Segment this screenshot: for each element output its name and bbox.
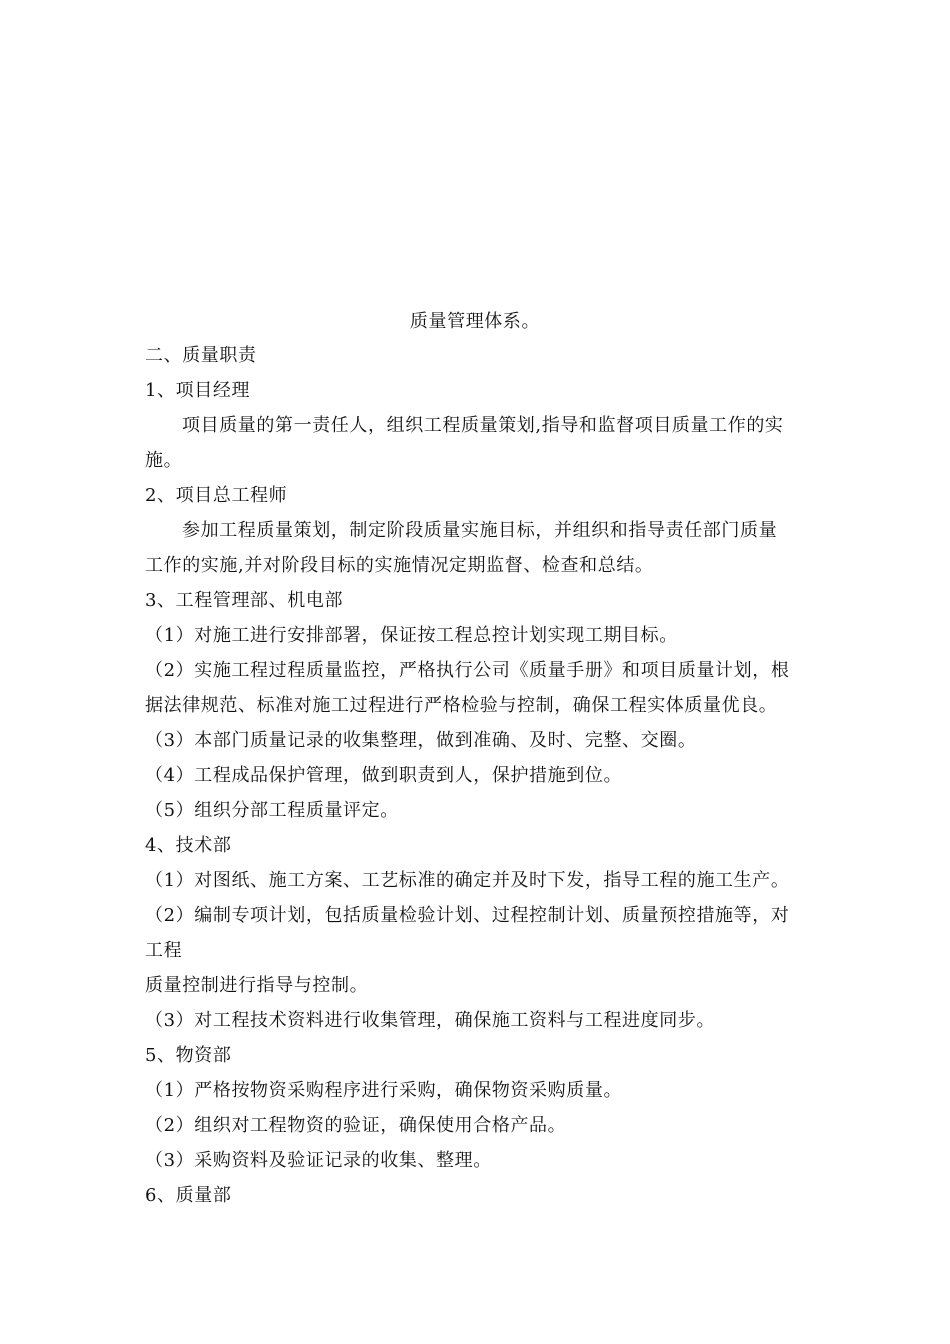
document-title-line: 质量管理体系。 bbox=[409, 311, 541, 332]
list-item: （3）本部门质量记录的收集整理，做到准确、及时、完整、交圈。 bbox=[145, 730, 697, 751]
role-heading-project-manager: 1、项目经理 bbox=[145, 380, 251, 401]
role-heading-chief-engineer: 2、项目总工程师 bbox=[145, 485, 288, 506]
list-item: （4）工程成品保护管理，做到职责到人，保护措施到位。 bbox=[145, 765, 623, 786]
list-item: （2）实施工程过程质量监控，严格执行公司《质量手册》和项目质量计划，根 bbox=[145, 660, 790, 681]
role-heading-quality-dept: 6、质量部 bbox=[145, 1185, 232, 1206]
list-item: （2）组织对工程物资的验证，确保使用合格产品。 bbox=[145, 1115, 567, 1136]
list-item-continuation: 工程 bbox=[145, 940, 183, 961]
list-item-continuation: 据法律规范、标准对施工过程进行严格检验与控制，确保工程实体质量优良。 bbox=[145, 695, 778, 716]
list-item: （1）严格按物资采购程序进行采购，确保物资采购质量。 bbox=[145, 1080, 623, 1101]
role-text-line: 工作的实施,并对阶段目标的实施情况定期监督、检查和总结。 bbox=[145, 555, 654, 576]
role-heading-materials-dept: 5、物资部 bbox=[145, 1045, 232, 1066]
role-heading-technical-dept: 4、技术部 bbox=[145, 835, 232, 856]
list-item: （2）编制专项计划，包括质量检验计划、过程控制计划、质量预控措施等，对 bbox=[145, 905, 790, 926]
list-item: （3）采购资料及验证记录的收集、整理。 bbox=[145, 1150, 492, 1171]
role-heading-engineering-dept: 3、工程管理部、机电部 bbox=[145, 590, 344, 611]
role-text-line: 参加工程质量策划，制定阶段质量实施目标，并组织和指导责任部门质量 bbox=[182, 520, 778, 541]
list-item: （1）对图纸、施工方案、工艺标准的确定并及时下发，指导工程的施工生产。 bbox=[145, 870, 790, 891]
role-text-line: 项目质量的第一责任人，组织工程质量策划,指导和监督项目质量工作的实 bbox=[182, 415, 784, 436]
list-item: （5）组织分部工程质量评定。 bbox=[145, 800, 399, 821]
role-text-line: 施。 bbox=[145, 450, 183, 471]
list-item: （1）对施工进行安排部署，保证按工程总控计划实现工期目标。 bbox=[145, 625, 678, 646]
list-item: （3）对工程技术资料进行收集管理，确保施工资料与工程进度同步。 bbox=[145, 1010, 716, 1031]
list-item-continuation: 质量控制进行指导与控制。 bbox=[145, 975, 369, 996]
section-heading: 二、质量职责 bbox=[145, 345, 257, 366]
